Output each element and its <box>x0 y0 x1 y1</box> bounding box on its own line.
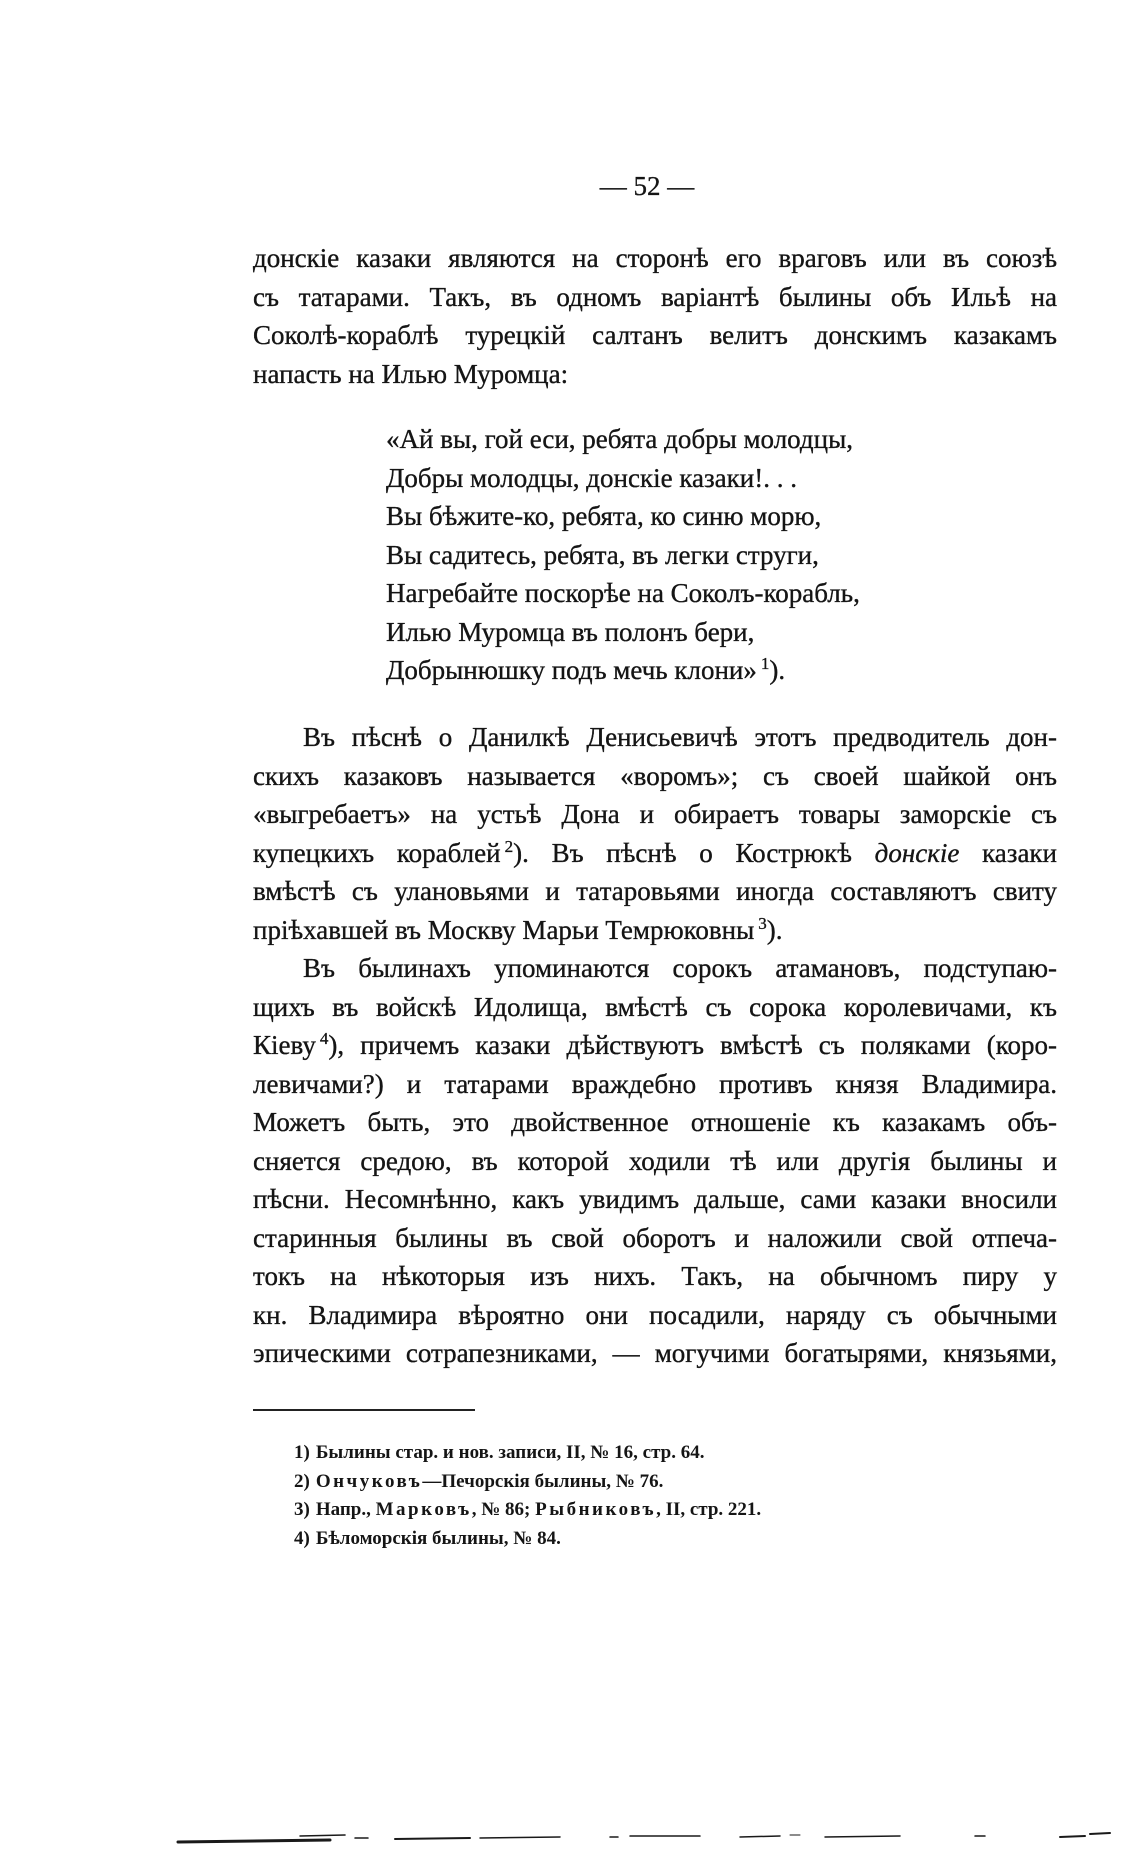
body-line <box>253 1026 1057 1065</box>
body-line: скихъ казаковъ называется «воромъ»; съ своей шайкой онъ <box>253 760 1057 791</box>
poem-line: Добры молодцы, донскіе казаки!. . . <box>386 462 797 493</box>
body-line: Можетъ быть, это двойственное отношеніе къ казакамъ объ- <box>253 1107 1057 1137</box>
body-text: Кіеву <box>253 1030 316 1060</box>
paragraph-1 <box>253 239 1057 393</box>
paragraph-3 <box>253 949 1057 1373</box>
footnote-author: Марковъ <box>375 1499 472 1521</box>
body-line <box>253 834 1057 873</box>
poem-quotation <box>386 420 1066 690</box>
body-line: пѣсни. Несомнѣнно, какъ увидимъ дальше, сами казаки вносили <box>253 1184 1057 1214</box>
body-line: сняется средою, въ которой ходили тѣ или другія былины и <box>253 1145 1057 1176</box>
body-text: ), причемъ казаки дѣйствуютъ вмѣстѣ съ поляками (коро- <box>328 1030 1057 1060</box>
footnote <box>294 1525 1054 1554</box>
poem-line: Вы бѣжите-ко, ребята, ко синю морю, <box>386 501 822 531</box>
body-text: ). Въ пѣснѣ о Кострюкѣ <box>513 837 875 868</box>
poem-line <box>386 651 1066 690</box>
footnote-number: 2) <box>294 1470 310 1492</box>
footnotes <box>294 1439 1054 1554</box>
footnote-reference: 1 <box>760 654 770 673</box>
body-line: щихъ въ войскѣ Идолища, вмѣстѣ съ сорока королевичами, къ <box>253 991 1057 1022</box>
footnote-text: Бѣломорскія былины, № 84. <box>315 1528 561 1550</box>
body-line: вмѣстѣ съ улановьями и татаровьями иногда составляютъ свиту <box>253 876 1057 906</box>
footnote-text: Былины стар. и нов. записи, II, № 16, стр. 64. <box>315 1442 705 1463</box>
body-line: эпическими сотрапезниками, — могучими богатырями, князьями, <box>253 1338 1057 1368</box>
body-line: Въ пѣснѣ о Данилкѣ Денисьевичѣ этотъ предводитель дон- <box>303 722 1057 752</box>
footnote-number: 1) <box>294 1442 310 1463</box>
body-line: левичами?) и татарами враждебно противъ князя Владимира. <box>253 1068 1057 1099</box>
footnote-number: 4) <box>294 1528 310 1550</box>
footnote-text: Напр., <box>315 1499 376 1521</box>
poem-line-text: ). <box>769 655 786 685</box>
poem-line: «Ай вы, гой еси, ребята добры молодцы, <box>386 424 853 454</box>
body-line: донскіе казаки являются на сторонѣ его враговъ или въ союзѣ <box>253 243 1057 273</box>
body-line: Соколѣ-кораблѣ турецкій салтанъ велитъ донскимъ казакамъ <box>253 320 1057 350</box>
body-line: старинныя былины въ свой оборотъ и наложили свой отпеча- <box>253 1222 1057 1253</box>
body-line: напасть на Илью Муромца: <box>253 358 569 389</box>
body-text: казаки <box>959 837 1057 868</box>
footnote-author: Рыбниковъ <box>535 1499 657 1521</box>
body-line: Въ былинахъ упоминаются сорокъ атамановъ, подступаю- <box>303 953 1057 983</box>
scan-edge-artifact <box>0 1826 1140 1854</box>
poem-line: Нагребайте поскорѣе на Соколъ-корабль, <box>386 578 860 608</box>
footnote-number: 3) <box>294 1499 310 1521</box>
footnote <box>294 1496 1054 1525</box>
poem-line: Вы садитесь, ребята, въ легки струги, <box>386 539 819 570</box>
body-text: ). <box>766 914 783 945</box>
footnote-separator-rule <box>253 1409 475 1411</box>
body-line: токъ на нѣкоторыя изъ нихъ. Такъ, на обычномъ пиру у <box>253 1261 1057 1291</box>
poem-line: Илью Муромца въ полонъ бери, <box>386 616 755 647</box>
poem-line-text: Добрынюшку подъ мечь клони» <box>386 655 757 685</box>
italic-text: донскіе <box>874 837 960 868</box>
footnote-reference: 3 <box>758 913 767 933</box>
footnote-text: , II, стр. 221. <box>656 1499 762 1521</box>
footnote <box>294 1439 1054 1468</box>
paragraph-2 <box>253 718 1057 949</box>
body-text: пріѣхавшей въ Москву Марьи Темрюковны <box>253 914 755 945</box>
footnote-reference: 4 <box>319 1029 329 1048</box>
footnote-reference: 2 <box>504 836 514 856</box>
body-line: кн. Владимира вѣроятно они посадили, наряду съ обычными <box>253 1299 1057 1330</box>
body-line: съ татарами. Такъ, въ одномъ варіантѣ былины объ Ильѣ на <box>253 281 1057 312</box>
body-line: «выгребаетъ» на устьѣ Дона и обираетъ товары заморскіе съ <box>253 799 1057 829</box>
footnote-author: Ончуковъ <box>315 1470 423 1492</box>
body-line <box>253 911 1057 950</box>
body-text: купецкихъ кораблей <box>253 837 501 868</box>
page-number: — 52 — <box>599 171 695 201</box>
footnote-text: , № 86; <box>471 1499 536 1521</box>
footnote <box>294 1468 1054 1497</box>
footnote-text: —Печорскія былины, № 76. <box>422 1470 664 1492</box>
